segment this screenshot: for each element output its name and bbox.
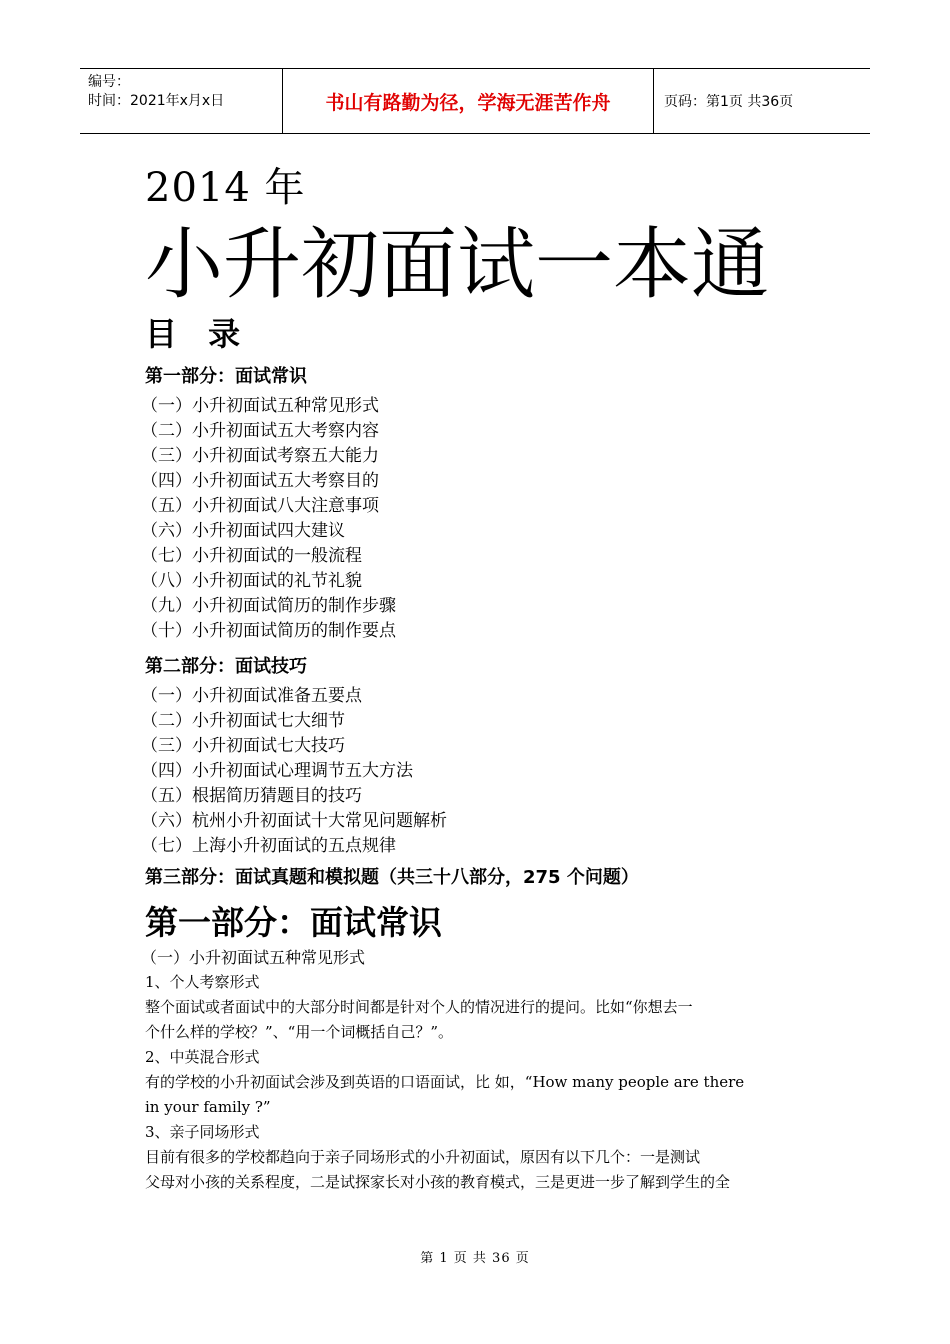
- text-line: 3、亲子同场形式: [145, 1123, 260, 1141]
- text-line: 个什么样的学校？”、“用一个词概括自己？”。: [145, 1023, 454, 1041]
- toc-item: （五）根据简历猜题目的技巧: [141, 786, 362, 806]
- section-subheading: （一）小升初面试五种常见形式: [141, 948, 366, 967]
- toc-item: （三）小升初面试考察五大能力: [141, 446, 379, 466]
- text-line: 父母对小孩的关系程度，二是试探家长对小孩的教育模式，三是更进一步了解到学生的全: [145, 1173, 731, 1191]
- toc-item: （四）小升初面试心理调节五大方法: [141, 761, 413, 781]
- toc-item: （七）小升初面试的一般流程: [141, 546, 362, 566]
- text-line: in your family ?”: [145, 1098, 271, 1116]
- document-time-label: 时间：2021年x月x日: [88, 93, 225, 109]
- document-title: 小升初面试一本通: [145, 220, 770, 310]
- text-line: 2、中英混合形式: [145, 1048, 260, 1066]
- toc-item: （一）小升初面试五种常见形式: [141, 396, 379, 416]
- cover-year: 2014 年: [145, 165, 306, 211]
- toc-item: （六）小升初面试四大建议: [141, 521, 345, 541]
- toc-item: （十）小升初面试简历的制作要点: [141, 621, 396, 641]
- toc-part1-title: 第一部分：面试常识: [145, 366, 307, 387]
- toc-item: （一）小升初面试准备五要点: [141, 686, 362, 706]
- toc-item: （五）小升初面试八大注意事项: [141, 496, 379, 516]
- toc-item: （四）小升初面试五大考察目的: [141, 471, 379, 491]
- text-line: 目前有很多的学校都趋向于亲子同场形式的小升初面试，原因有以下几个：一是测试: [145, 1148, 701, 1166]
- toc-item: （二）小升初面试五大考察内容: [141, 421, 379, 441]
- toc-item: （九）小升初面试简历的制作步骤: [141, 596, 396, 616]
- text-line: 有的学校的小升初面试会涉及到英语的口语面试，比 如，“How many people are there: [145, 1073, 745, 1091]
- page-header: [80, 68, 870, 134]
- text-line: 1、个人考察形式: [145, 973, 260, 991]
- section-text: [145, 970, 825, 1195]
- page-footer: 第 1 页 共 36 页: [420, 1251, 530, 1266]
- toc-part1-list: [141, 394, 825, 644]
- document-body: [141, 160, 825, 1195]
- toc-title: 目 录: [145, 315, 251, 353]
- toc-part3-title: 第三部分：面试真题和模拟题（共三十八部分，275 个问题）: [145, 867, 639, 888]
- toc-part2-list: [141, 684, 825, 859]
- toc-item: （七）上海小升初面试的五点规律: [141, 836, 396, 856]
- text-line: 整个面试或者面试中的大部分时间都是针对个人的情况进行的提问。比如“你想去一: [145, 998, 693, 1016]
- header-meta: [80, 69, 282, 133]
- toc-item: （八）小升初面试的礼节礼貌: [141, 571, 362, 591]
- toc-item: （二）小升初面试七大细节: [141, 711, 345, 731]
- toc-part2-title: 第二部分：面试技巧: [145, 656, 307, 677]
- document-number-label: 编号：: [88, 74, 130, 90]
- toc-item: （六）杭州小升初面试十大常见问题解析: [141, 811, 447, 831]
- section-heading: 第一部分：面试常识: [145, 903, 442, 942]
- header-motto: 书山有路勤为径，学海无涯苦作舟: [282, 69, 654, 133]
- toc-item: （三）小升初面试七大技巧: [141, 736, 345, 756]
- header-page-label: 页码：第1页 共36页: [664, 94, 794, 110]
